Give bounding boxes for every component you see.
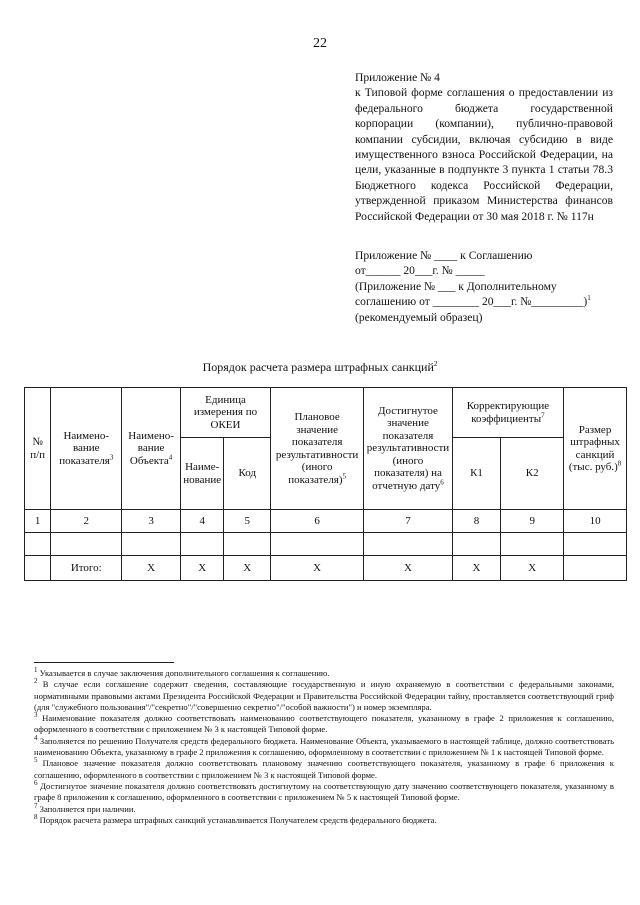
header-fine: Размер штрафных санкций (тыс. руб.)$^8$ — [564, 388, 627, 510]
table-row — [25, 533, 627, 556]
x-mark: X — [271, 556, 364, 581]
penalty-table — [24, 387, 627, 581]
total-fine-value — [564, 556, 627, 581]
page-number: 22 — [313, 36, 327, 51]
col-number: 2 — [51, 510, 122, 533]
table-title: Порядок расчета размера штрафных санкций$^2$ — [202, 360, 438, 374]
x-mark: X — [122, 556, 181, 581]
header-achieved: Достигнутое значение показателя результативности (иного показателя) на отчетную дату$^6$ — [364, 388, 453, 510]
x-mark: X — [224, 556, 271, 581]
header-num: № п/п — [25, 388, 51, 510]
x-mark: X — [452, 556, 501, 581]
agreement-line-5: (рекомендуемый образец) — [355, 310, 483, 324]
appendix-title: Приложение № 4 — [355, 71, 440, 84]
header-k1: К1 — [452, 438, 501, 510]
column-number-row — [25, 510, 627, 533]
col-number: 8 — [452, 510, 501, 533]
footnote: $^6$ Достигнутое значение показателя должно соответствовать достигнутому на соответствующую дату значению соответствующего показателя, указанному в графе 8 приложения к соглашению, оформленного в соответствии с приложением № 5 к настоящей Типовой форме. — [34, 779, 614, 803]
header-indicator: Наимено-вание показателя$^3$ — [51, 388, 122, 510]
header-planned: Плановое значение показателя результативности (иного показателя)$^5$ — [271, 388, 364, 510]
total-label: Итого: — [51, 556, 122, 581]
col-number: 6 — [271, 510, 364, 533]
header-object: Наимено-вание Объекта$^4$ — [122, 388, 181, 510]
agreement-reference — [355, 248, 613, 325]
x-mark: X — [501, 556, 564, 581]
col-number: 7 — [364, 510, 453, 533]
footnote: $^3$ Наименование показателя должно соответствовать наименованию соответствующего показателя, указанному в графе 2 приложения к соглашению, оформленного в соответствии с приложением № 3 к настоящей Типовой форме. — [34, 711, 614, 735]
footnote: $^8$ Порядок расчета размера штрафных санкций устанавливается Получателем средств федерального бюджета. — [34, 813, 437, 825]
agreement-line-3: (Приложение № ___ к Дополнительному — [355, 279, 557, 293]
total-row — [25, 556, 627, 581]
col-number: 3 — [122, 510, 181, 533]
col-number: 1 — [25, 510, 51, 533]
footnote-divider — [34, 662, 174, 663]
header-unit: Единица измерения по ОКЕИ — [180, 388, 270, 438]
header-unit-code: Код — [224, 438, 271, 510]
footnote: $^7$ Заполняется при наличии. — [34, 801, 136, 814]
x-mark: X — [364, 556, 453, 581]
col-number: 10 — [564, 510, 627, 533]
footnote: $^5$ Плановое значение показателя должно соответствовать плановому значению соответствующего показателя, указанному в графе 6 приложения к соглашению, оформленного в соответствии с приложением № 3 к настоящей Типовой форме. — [34, 756, 614, 780]
header-k2: К2 — [501, 438, 564, 510]
col-number: 9 — [501, 510, 564, 533]
footnote: $^2$ В случае если соглашение содержит сведения, составляющие государственную и иную охраняемую в соответствии с федеральными законами, нормативными правовыми актами Президента Российской Федерации и Правительства Российской Федерации тайну, проставляется соответствующий гриф (для "служебного пользования"/"секретно"/"совершенно секретно"/"особой важности") и номер экземпляра. — [34, 677, 614, 712]
appendix-text: к Типовой форме соглашения о предоставлении из федерального бюджета государственной корпорации (компании), публично-правовой компании субсидии, включая субсидию в виде имущественного взноса Российской Федерации, на цели, указанные в подпункте 3 пункта 1 статьи 78.3 Бюджетного кодекса Российской Федерации, утвержденной приказом Министерства финансов Российской Федерации от 30 мая 2018 г. № 117н — [355, 86, 613, 223]
footnotes — [34, 668, 614, 826]
col-number: 4 — [180, 510, 224, 533]
footnote: $^1$ Указывается в случае заключения дополнительного соглашения к соглашению. — [34, 666, 330, 678]
header-coefficients: Корректирующие коэффициенты$^7$ — [452, 388, 563, 438]
col-number: 5 — [224, 510, 271, 533]
agreement-line-1: Приложение № ____ к Соглашению — [355, 249, 533, 262]
x-mark: X — [180, 556, 224, 581]
appendix-header — [355, 70, 613, 224]
agreement-line-4: соглашению от ________ 20___г. №_________)$^1$ — [355, 294, 591, 309]
footnote: $^4$ Заполняется по решению Получателя средств федерального бюджета. Наименование Объекта, указываемого в настоящей таблице, должно соответствовать наименованию Объекта, указанному в графе 2 приложения к соглашению, оформленному в соответствии с приложением № 1 к настоящей Типовой форме. — [34, 733, 614, 758]
header-unit-name: Наиме-нование — [180, 438, 224, 510]
agreement-line-2: от______ 20___г. № _____ — [355, 264, 485, 278]
